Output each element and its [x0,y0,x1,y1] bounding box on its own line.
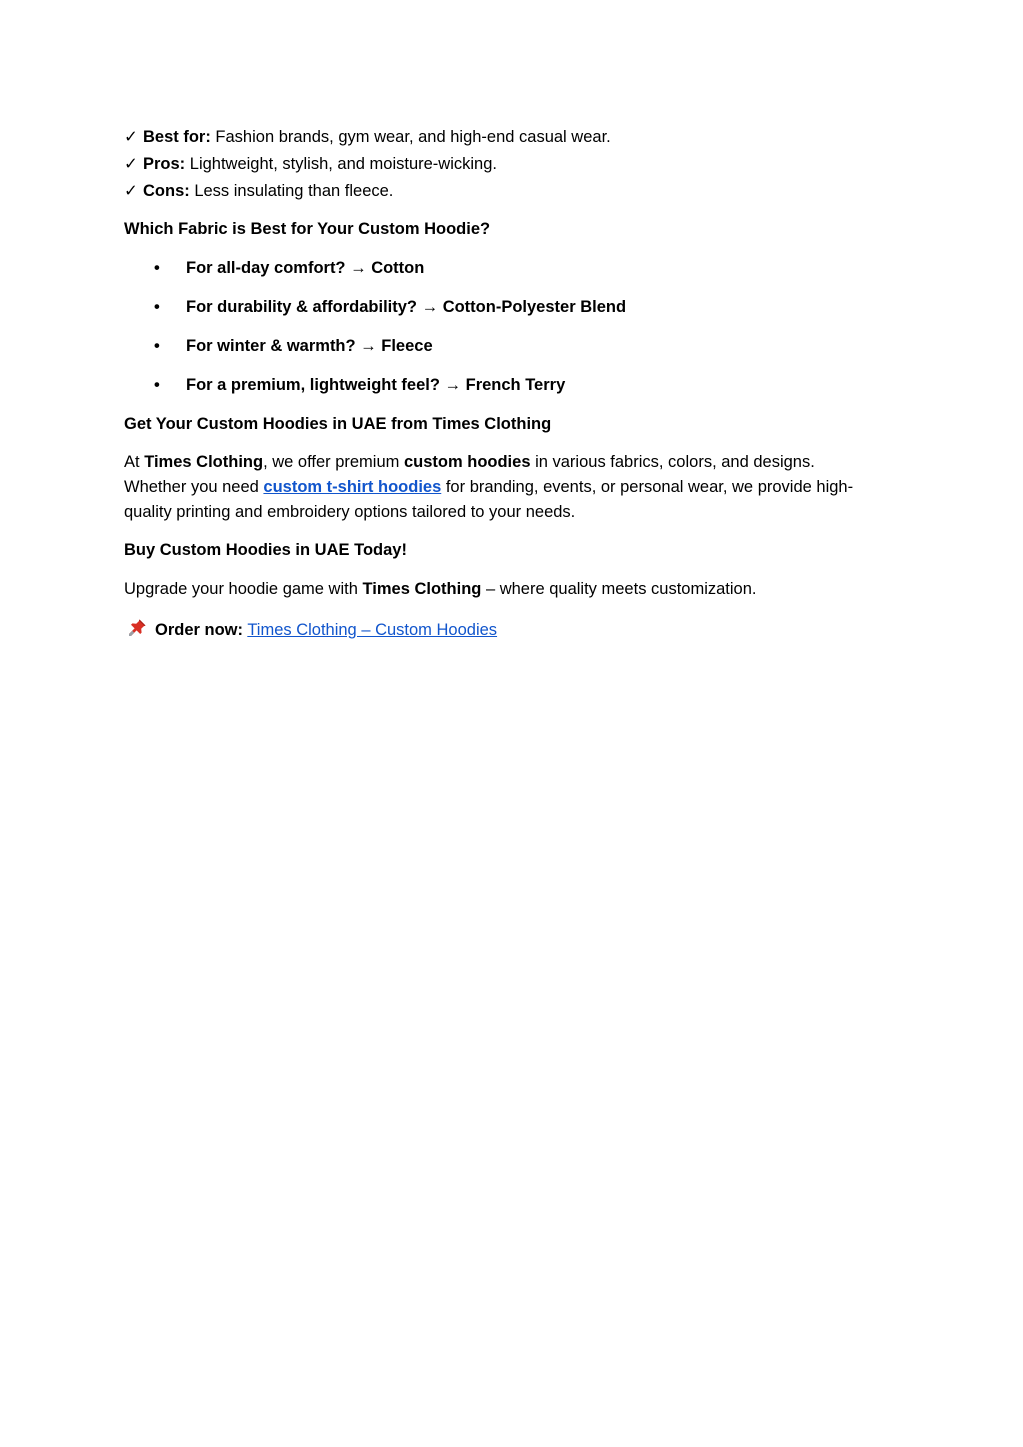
brand-name: Times Clothing [362,580,482,598]
fabric-choice-list [124,255,894,399]
text-run: for branding, events, or personal wear, we provide high- [441,478,854,496]
arrow-icon: → [439,376,466,394]
brand-name: Times Clothing [144,453,264,471]
pros-text: Lightweight, stylish, and moisture-wicking. [185,155,497,173]
pros-label: Pros: [143,155,186,173]
choice-answer: Fleece [381,337,433,355]
text-run: At [124,453,145,471]
get-hoodies-paragraph [124,450,894,525]
best-for-text: Fashion brands, gym wear, and high-end casual wear. [210,128,611,146]
buy-today-paragraph [124,576,894,603]
buy-today-heading: Buy Custom Hoodies in UAE Today! [124,541,407,559]
which-fabric-heading: Which Fabric is Best for Your Custom Hoodie? [124,220,491,238]
paragraph-line [124,450,894,475]
text-run: , we offer premium [263,453,404,471]
arrow-icon: → [417,298,443,316]
arrow-icon: → [355,337,382,355]
custom-hoodies-emphasis: custom hoodies [403,453,531,471]
list-item [124,372,894,399]
best-for-line [124,124,894,151]
bullet-icon: • [154,337,160,355]
choice-question: For durability & affordability? [186,298,418,316]
choice-question: For all-day comfort? [186,259,346,277]
custom-tshirt-hoodies-link[interactable]: custom t-shirt hoodies [263,478,442,496]
cons-line [124,178,894,205]
list-item [124,333,894,360]
order-now-label: Order now: [155,621,244,639]
check-icon: ✓ [124,155,138,173]
pros-line [124,151,894,178]
choice-question: For winter & warmth? [186,337,356,355]
text-run: Whether you need [124,478,264,496]
times-clothing-custom-hoodies-link[interactable]: Times Clothing – Custom Hoodies [247,621,498,639]
text-run: Upgrade your hoodie game with [124,580,363,598]
text-run: in various fabrics, colors, and designs. [530,453,815,471]
choice-answer: Cotton-Polyester Blend [442,298,627,316]
bullet-icon: • [154,259,160,277]
text-run: – where quality meets customization. [481,580,757,598]
document-content [124,124,894,644]
check-icon: ✓ [124,128,138,146]
arrow-icon: → [345,259,372,277]
bullet-icon: • [154,376,160,394]
order-line [124,617,894,644]
choice-answer: French Terry [465,376,566,394]
cons-label: Cons: [143,182,190,200]
list-item [124,255,894,282]
best-for-label: Best for: [143,128,211,146]
choice-answer: Cotton [371,259,425,277]
pushpin-icon [127,618,147,638]
paragraph-line: quality printing and embroidery options tailored to your needs. [124,503,576,521]
choice-question: For a premium, lightweight feel? [186,376,440,394]
cons-text: Less insulating than fleece. [189,182,394,200]
bullet-icon: • [154,298,160,316]
list-item [124,294,894,321]
check-icon: ✓ [124,182,138,200]
paragraph-line [124,475,894,500]
get-hoodies-heading: Get Your Custom Hoodies in UAE from Times Clothing [124,415,552,433]
